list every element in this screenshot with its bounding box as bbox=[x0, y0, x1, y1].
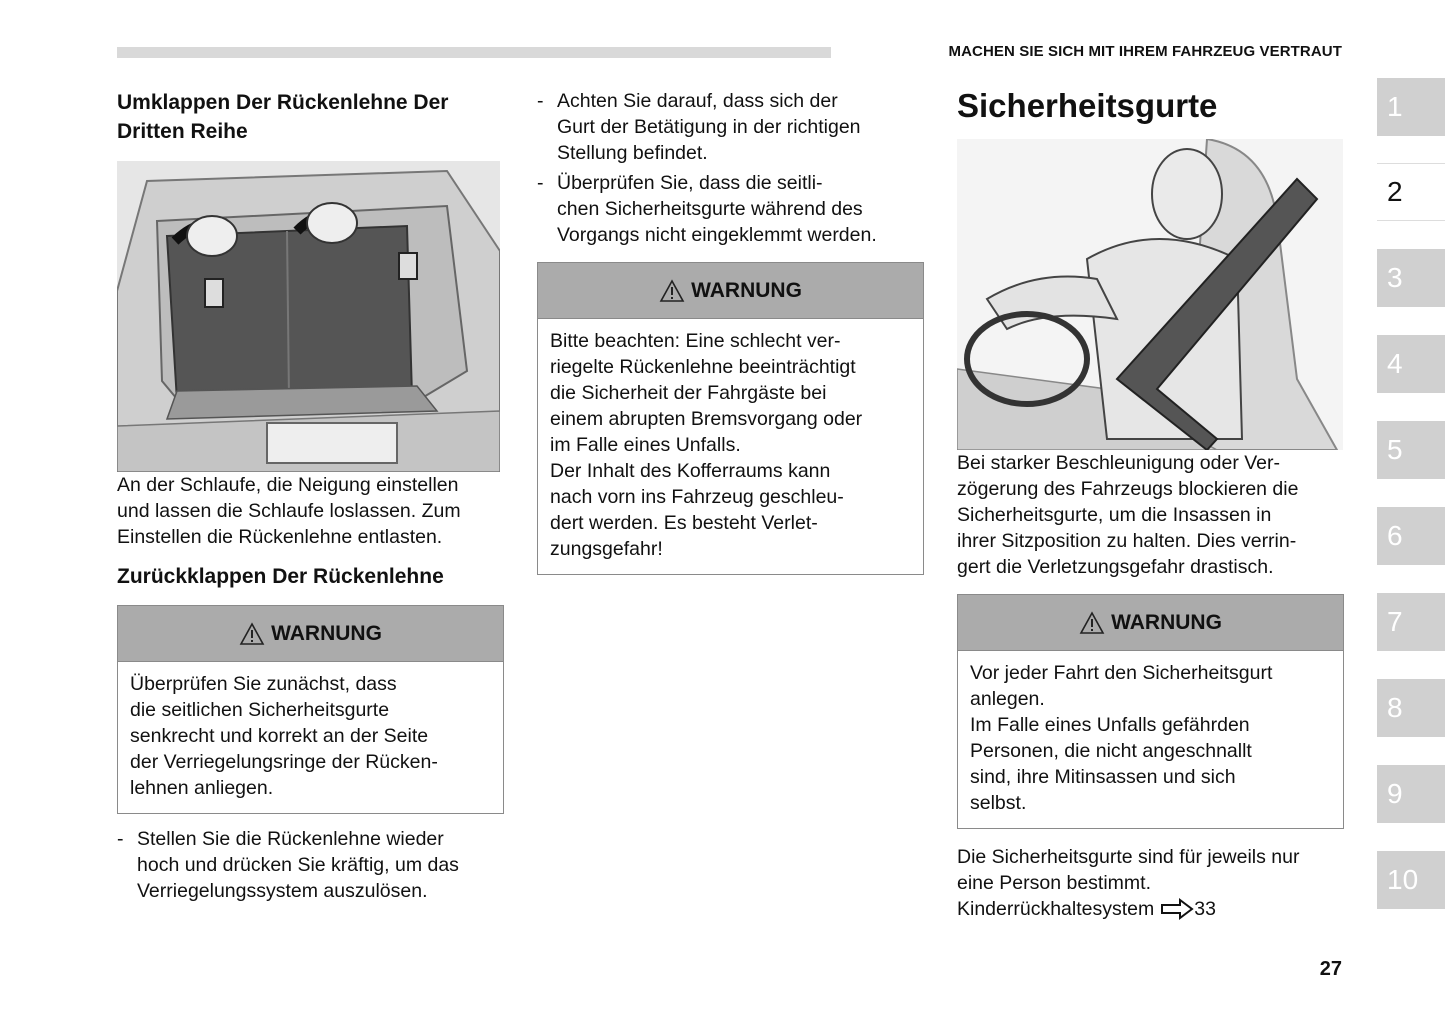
warning-text: Vor jeder Fahrt den Sicherheitsgurt anlegen. Im Falle eines Unfalls gefährden Personen, die nicht angeschnallt sind, ihre Mitinsassen und sich selbst. bbox=[970, 662, 1273, 814]
column-2 bbox=[537, 88, 925, 575]
warning-box-3 bbox=[957, 594, 1344, 829]
warning-triangle-icon bbox=[1079, 611, 1105, 635]
rear-seat-image bbox=[117, 161, 500, 472]
warning-header bbox=[958, 595, 1343, 651]
reference-page: 33 bbox=[1194, 898, 1216, 920]
cross-reference[interactable]: Kinderrückhaltesystem 33 bbox=[957, 898, 1216, 920]
warning-header bbox=[538, 263, 923, 319]
header-rule bbox=[117, 47, 831, 58]
warning-title: WARNUNG bbox=[271, 621, 382, 645]
tab-chapter-4[interactable]: 4 bbox=[1377, 335, 1445, 393]
list-item: - Stellen Sie die Rückenlehne wieder hoch und drücken Sie kräftig, um das Verriegelungssystem auszulösen. bbox=[117, 828, 459, 902]
seatbelt-note: Die Sicherheitsgurte sind für jeweils nur eine Person bestimmt. Kinderrückhaltesystem 33 bbox=[957, 844, 1347, 922]
tab-chapter-6[interactable]: 6 bbox=[1377, 507, 1445, 565]
page-number: 27 bbox=[1319, 958, 1342, 980]
tab-chapter-9[interactable]: 9 bbox=[1377, 765, 1445, 823]
section-title: MACHEN SIE SICH MIT IHREM FAHRZEUG VERTRAUT bbox=[948, 43, 1342, 60]
tab-chapter-1[interactable]: 1 bbox=[1377, 78, 1445, 136]
warning-triangle-icon bbox=[239, 622, 265, 646]
seatbelt-description: Bei starker Beschleunigung oder Ver- zögerung des Fahrzeugs blockieren die Sicherheitsgurte, um die Insassen in ihrer Sitzposition zu halten. Dies verrin- gert die Verletzungsgefahr drastisch. bbox=[957, 452, 1299, 578]
column-1-lower bbox=[117, 472, 509, 904]
page-title: Sicherheitsgurte bbox=[957, 87, 1218, 124]
tab-chapter-8[interactable]: 8 bbox=[1377, 679, 1445, 737]
warning-title: WARNUNG bbox=[1111, 610, 1222, 634]
warning-title: WARNUNG bbox=[691, 278, 802, 302]
rear-seat-illustration bbox=[117, 161, 500, 472]
heading-fold-third-row: Umklappen Der Rückenlehne Der Dritten Reihe bbox=[117, 91, 449, 143]
heading-fold-back: Zurückklappen Der Rückenlehne bbox=[117, 565, 444, 588]
list-item: - Achten Sie darauf, dass sich der Gurt der Betätigung in der richtigen Stellung befindet. bbox=[537, 90, 861, 164]
tab-chapter-2[interactable]: 2 bbox=[1377, 163, 1445, 221]
column-1 bbox=[117, 88, 507, 146]
list-item: - Überprüfen Sie, dass die seitli- chen Sicherheitsgurte während des Vorgangs nicht eingeklemmt werden. bbox=[537, 172, 877, 246]
column-3-lower bbox=[957, 450, 1347, 922]
seatbelt-illustration bbox=[957, 139, 1343, 450]
warning-text: Überprüfen Sie zunächst, dass die seitlichen Sicherheitsgurte senkrecht und korrekt an der Seite der Verriegelungsringe der Rücken- lehnen anliegen. bbox=[130, 673, 438, 799]
fold-instructions: An der Schlaufe, die Neigung einstellen und lassen die Schlaufe loslassen. Zum Einstellen die Rückenlehne entlasten. bbox=[117, 474, 461, 548]
warning-text: Bitte beachten: Eine schlecht ver- riegelte Rückenlehne beeinträchtigt die Sicherheit der Fahrgäste bei einem abrupten Bremsvorgang oder im Falle eines Unfalls. Der Inhalt des Kofferraums kann nach vorn ins Fahrzeug geschleu- dert werden. Es besteht Verlet- zungsgefahr! bbox=[550, 330, 863, 560]
tab-chapter-10[interactable]: 10 bbox=[1377, 851, 1445, 909]
tab-chapter-5[interactable]: 5 bbox=[1377, 421, 1445, 479]
column-3 bbox=[957, 86, 1347, 126]
warning-box-2 bbox=[537, 262, 924, 575]
warning-triangle-icon bbox=[659, 279, 685, 303]
arrow-right-icon bbox=[1160, 898, 1194, 920]
warning-header bbox=[118, 606, 503, 662]
warning-box-1 bbox=[117, 605, 504, 814]
tab-chapter-7[interactable]: 7 bbox=[1377, 593, 1445, 651]
seatbelt-image bbox=[957, 139, 1343, 450]
tab-chapter-3[interactable]: 3 bbox=[1377, 249, 1445, 307]
